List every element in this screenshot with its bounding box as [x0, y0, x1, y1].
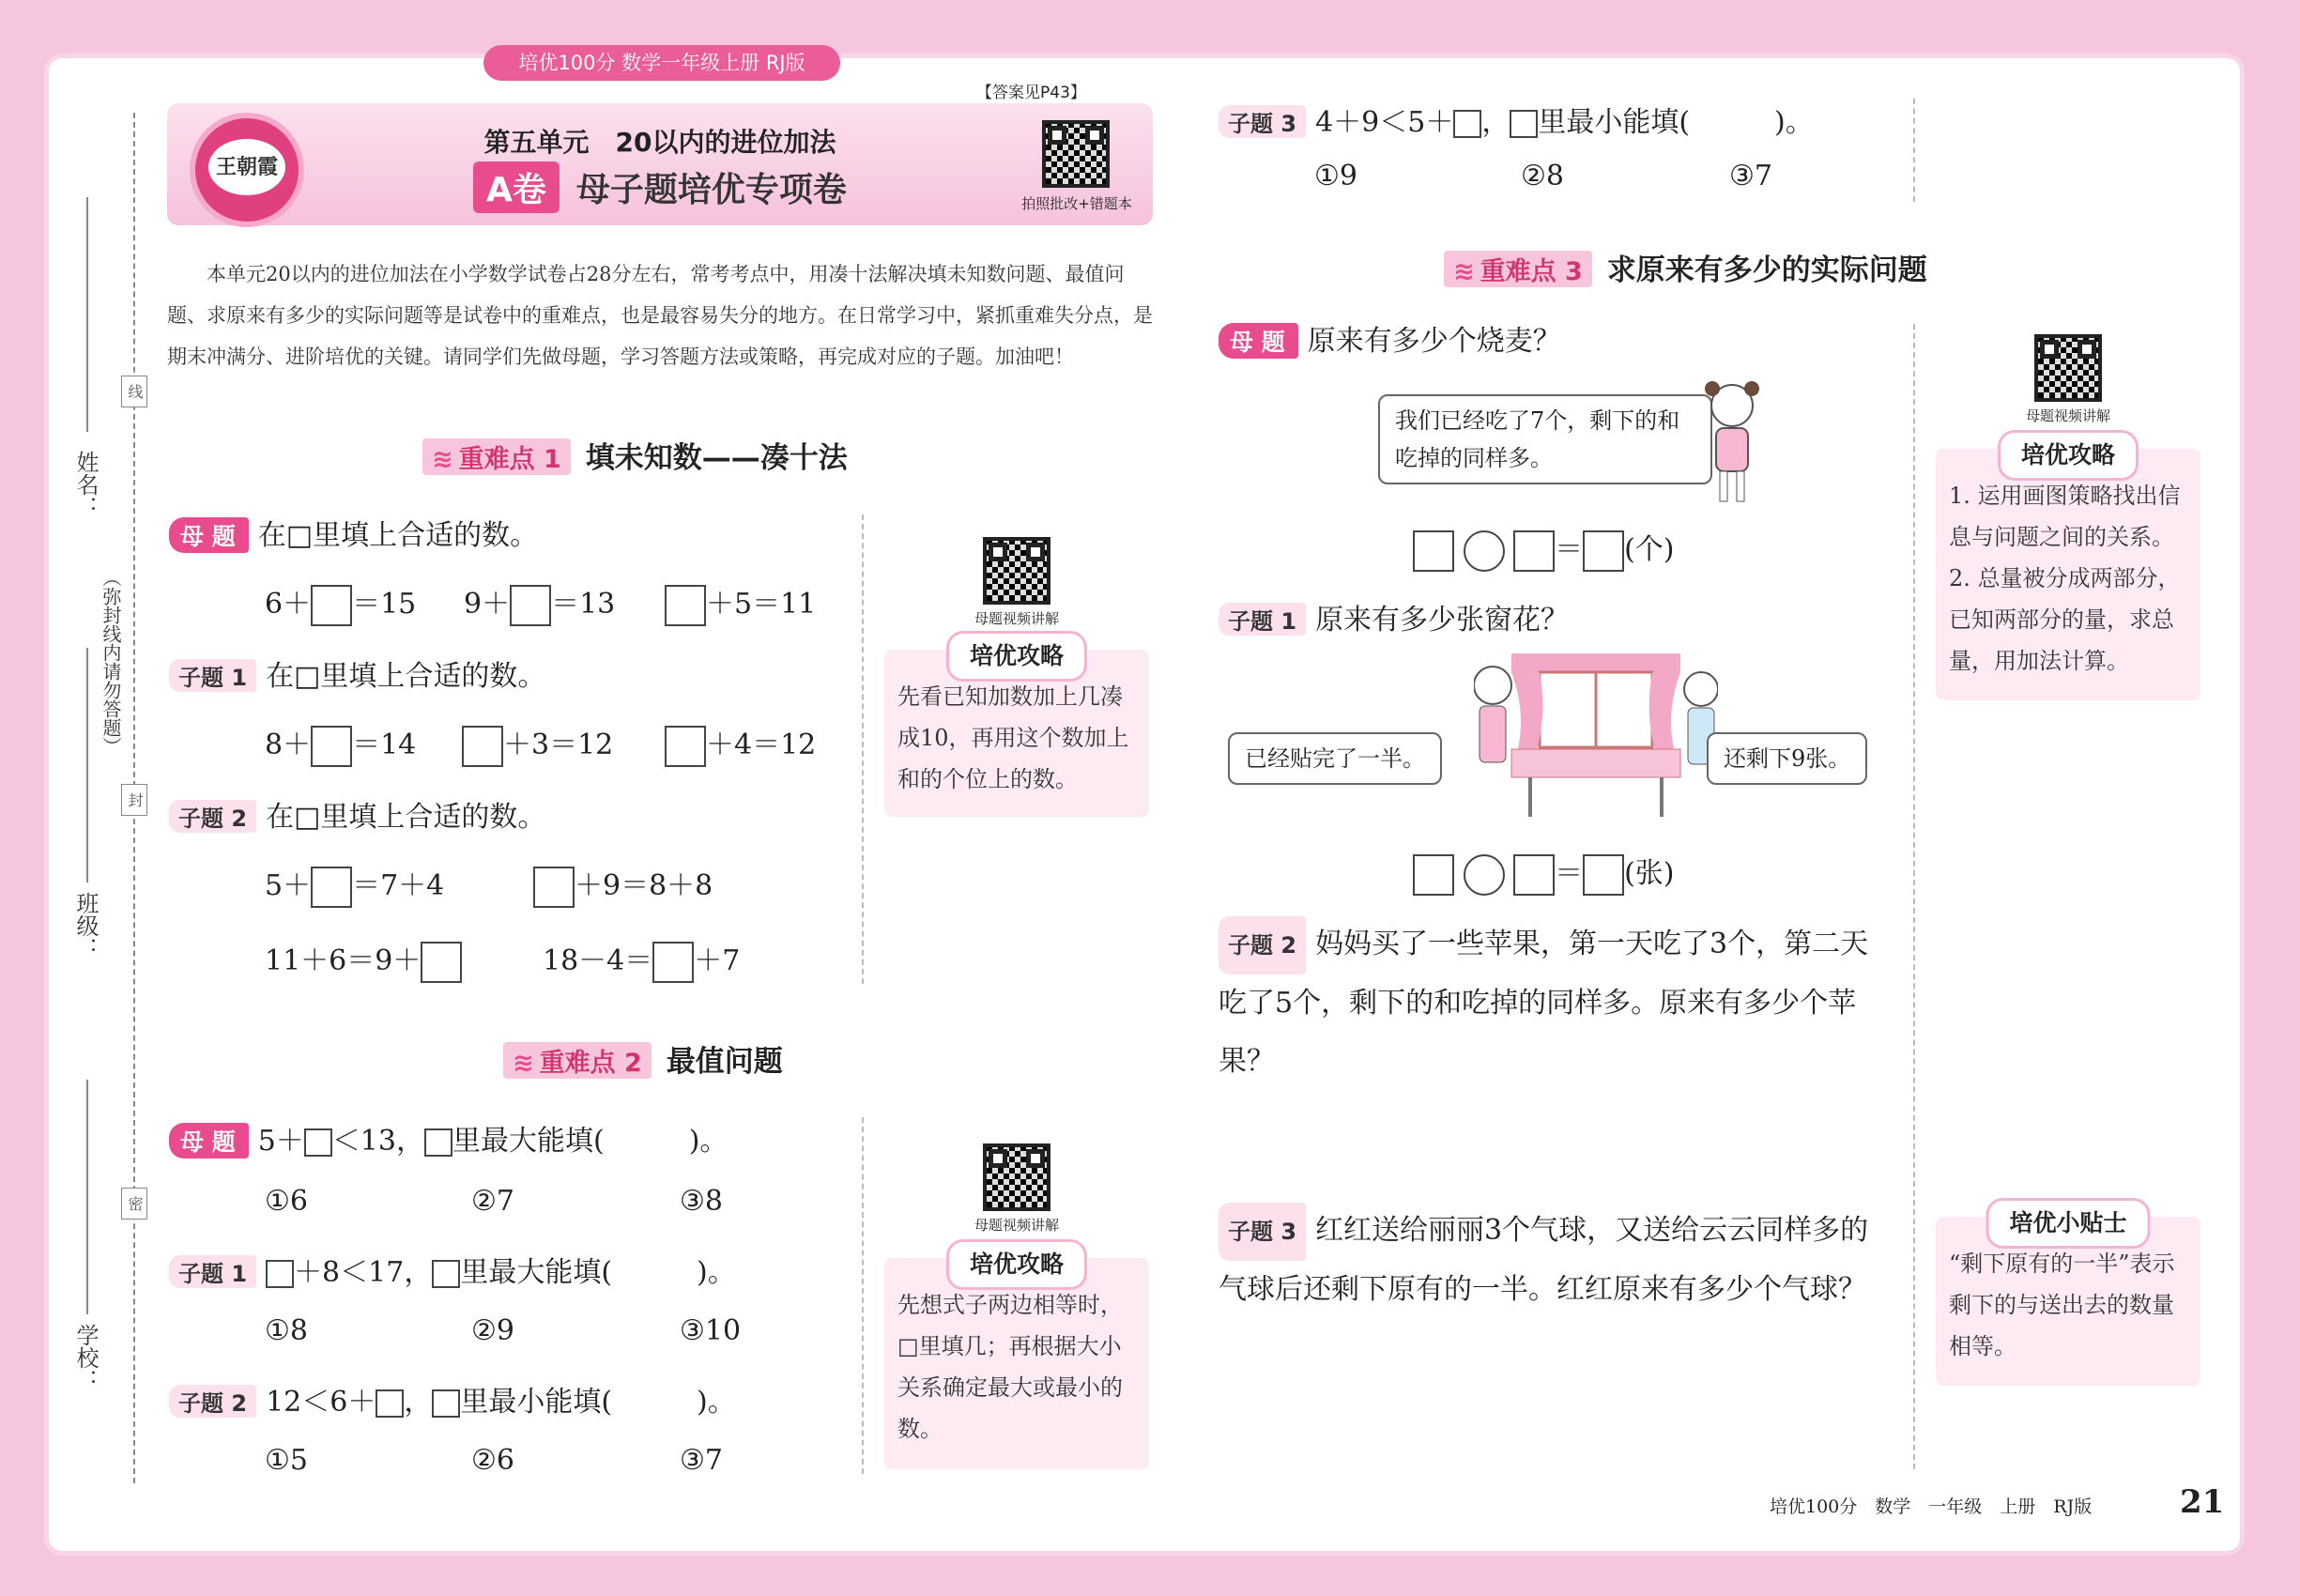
s3-mother-text: 原来有多少个烧麦？ — [1307, 325, 1561, 358]
answer-box[interactable] — [266, 1260, 294, 1288]
s2-mother-opt-3[interactable]: ③8 — [680, 1185, 723, 1218]
title-banner — [167, 103, 1153, 225]
eq-text: ＋5＝11 — [706, 588, 817, 621]
answer-box[interactable] — [311, 867, 352, 908]
unit-text: (个) — [1624, 533, 1675, 566]
unit-title: 第五单元 20以内的进位加法 — [483, 127, 836, 158]
window-scene-illustration — [1474, 648, 1718, 826]
section-1-title: 填未知数——凑十法 — [585, 441, 848, 475]
answer-box[interactable] — [1513, 530, 1555, 572]
speech-bubble: 还剩下9张。 — [1707, 732, 1867, 785]
page-number: 21 — [2180, 1483, 2225, 1521]
seal-warning: （弥封线内请勿答题） — [100, 568, 122, 756]
seal-mark-secret: 密 — [121, 1188, 147, 1220]
s1-sub2-eq-d — [543, 937, 740, 983]
s1-sub1-eq-a — [265, 721, 416, 767]
eq-text: 5＋ — [265, 869, 312, 902]
sub-label: 子题 1 — [169, 659, 256, 692]
answer-box[interactable] — [652, 942, 694, 983]
sub-label: 子题 3 — [1219, 1203, 1306, 1261]
s1-sub1-text: 在□里填上合适的数。 — [266, 660, 546, 693]
mother-label: 母 题 — [1219, 323, 1298, 359]
eq-text: 11＋6＝9＋ — [265, 944, 422, 977]
header-series: 培优100分 数学一年级上册 RJ版 — [483, 45, 840, 81]
wave-icon: ≋ — [513, 1049, 534, 1078]
s1-sub1-eq-c — [665, 721, 816, 767]
eq-text: 9＋ — [464, 588, 511, 621]
section-1-heading — [422, 434, 848, 476]
tip-title: 培优攻略 — [946, 631, 1087, 682]
name-line[interactable] — [86, 197, 88, 432]
eq-text: 里最小能填( )。 — [1538, 106, 1814, 139]
operator-circle[interactable] — [1464, 530, 1505, 572]
eq-text: ＜13， — [331, 1125, 424, 1158]
s2-sub2-opt-2[interactable]: ②6 — [471, 1444, 514, 1477]
sub-label: 子题 2 — [169, 1385, 256, 1418]
s1-mother-question — [169, 512, 538, 553]
section-3-heading — [1444, 246, 1927, 288]
qr-video-caption: 母题视频讲解 — [974, 1217, 1059, 1234]
section-2-tag-text: 重难点 2 — [539, 1049, 642, 1078]
s2-sub3-opt-3[interactable]: ③7 — [1729, 160, 1772, 192]
qr-code[interactable] — [983, 1143, 1050, 1211]
tip-item: 2. 总量被分成两部分，已知两部分的量，求总量，用加法计算。 — [1949, 565, 2181, 674]
column-divider — [1913, 324, 1915, 1469]
eq-text: ＋4＝12 — [706, 729, 817, 761]
answer-box[interactable] — [1453, 110, 1481, 138]
tip-title: 培优攻略 — [946, 1239, 1087, 1290]
answer-reference: 【答案见P43】 — [976, 84, 1086, 102]
s3-sub2-question — [1219, 915, 1894, 1091]
s2-mother-opt-2[interactable]: ②7 — [471, 1185, 514, 1218]
answer-box[interactable] — [304, 1128, 332, 1157]
paper-title-text: 母子题培优专项卷 — [575, 171, 847, 209]
qr-code[interactable] — [983, 537, 1050, 605]
s1-strategy-tip — [884, 642, 1149, 817]
name-label: 姓名： — [72, 451, 99, 518]
qr-caption: 拍照批改+错题本 — [1021, 195, 1132, 212]
answer-box[interactable] — [1583, 530, 1624, 572]
eq-text: ＝13 — [551, 588, 616, 621]
qr-code[interactable] — [1042, 120, 1110, 188]
wave-icon: ≋ — [432, 445, 453, 474]
mother-label: 母 题 — [169, 517, 249, 553]
column-divider — [1913, 99, 1915, 202]
s1-mother-eq-b — [464, 580, 615, 626]
logo-text: 王朝霞 — [208, 139, 285, 195]
tip-item: 1. 运用画图策略找出信息与问题之间的关系。 — [1949, 483, 2181, 550]
wave-icon: ≋ — [1453, 257, 1475, 286]
answer-box[interactable] — [1413, 854, 1454, 896]
footer-text: 培优100分 数学 一年级 上册 RJ版 — [1770, 1496, 2093, 1517]
sub-label: 子题 3 — [1219, 105, 1306, 138]
sub-label: 子题 2 — [169, 800, 256, 833]
blank-box — [1510, 110, 1538, 138]
s1-mother-eq-c — [665, 580, 816, 626]
s3-sub3-question — [1219, 1202, 1894, 1319]
eq-text: 4＋9＜5＋ — [1315, 106, 1454, 139]
s2-sub3-opt-1[interactable]: ①9 — [1314, 160, 1357, 192]
eq-text: ＋8＜17， — [294, 1256, 433, 1289]
s2-sub1-question — [169, 1249, 736, 1290]
eq-text: ＋7 — [694, 944, 741, 977]
school-line[interactable] — [86, 1080, 88, 1314]
seal-mark-line: 线 — [121, 376, 147, 407]
answer-box[interactable] — [376, 1389, 404, 1418]
sub-label: 子题 1 — [169, 1255, 256, 1288]
paper-badge: A卷 — [473, 161, 560, 213]
answer-box[interactable] — [1583, 854, 1624, 896]
eq-text: ＝14 — [352, 729, 417, 761]
s2-sub2-question — [169, 1378, 736, 1420]
eq-text: ＝15 — [352, 588, 417, 621]
qr-video-caption: 母题视频讲解 — [974, 610, 1059, 627]
s3-mother-question — [1219, 317, 1561, 359]
eq-text: ＝7＋4 — [352, 869, 445, 902]
column-divider — [862, 1117, 864, 1474]
eq-text: 8＋ — [265, 729, 312, 761]
sub-label: 子题 1 — [1219, 603, 1306, 636]
eq-text: ＝ — [1555, 857, 1584, 890]
seal-mark-seal: 封 — [121, 784, 147, 816]
s2-sub1-opt-2[interactable]: ②9 — [471, 1314, 514, 1347]
section-3-tag — [1444, 251, 1592, 287]
s1-sub2-eq-b — [533, 862, 713, 908]
answer-box[interactable] — [665, 585, 706, 626]
s3-sub1-text: 原来有多少张窗花？ — [1315, 604, 1570, 637]
s2-sub1-opt-3[interactable]: ③10 — [680, 1314, 742, 1347]
s1-sub2-eq-c — [265, 937, 462, 983]
eq-text: 5＋ — [257, 1125, 304, 1158]
eq-text: 6＋ — [265, 588, 312, 621]
answer-box[interactable] — [311, 726, 352, 767]
s1-sub1-eq-b — [462, 721, 613, 767]
answer-box[interactable] — [462, 726, 503, 767]
s3-mother-equation — [1413, 526, 1675, 572]
s2-mother-question — [169, 1117, 728, 1159]
section-3-tag-text: 重难点 3 — [1480, 257, 1583, 286]
blank-box — [424, 1128, 452, 1157]
column-divider — [862, 514, 864, 984]
tip-body — [1936, 449, 2200, 691]
s1-mother-text: 在□里填上合适的数。 — [257, 519, 539, 552]
tip-body: “剩下原有的一半”表示剩下的与送出去的数量相等。 — [1949, 1251, 2175, 1359]
s1-sub2-question — [169, 793, 545, 835]
mother-label: 母 题 — [169, 1123, 249, 1159]
speech-bubble: 已经贴完了一半。 — [1228, 732, 1442, 785]
answer-box[interactable] — [311, 585, 352, 626]
s1-mother-eq-a — [265, 580, 416, 626]
eq-text: ， — [404, 1386, 433, 1419]
s2-sub2-opt-1[interactable]: ①5 — [265, 1444, 308, 1477]
eq-text: ， — [1481, 106, 1510, 139]
s3-strategy-tip — [1936, 441, 2200, 700]
s3-tips-box — [1936, 1209, 2200, 1386]
s2-sub3-question — [1219, 99, 1814, 140]
top-band — [0, 0, 2300, 66]
s2-sub3-opt-2[interactable]: ②8 — [1521, 160, 1564, 192]
tip-body: 先想式子两边相等时，□里填几；再根据大小关系确定最大或最小的数。 — [897, 1292, 1123, 1442]
qr-video-caption: 母题视频讲解 — [2025, 407, 2110, 424]
eq-text: 里最大能填( )。 — [460, 1256, 736, 1289]
speech-bubble: 我们已经吃了7个，剩下的和吃掉的同样多。 — [1378, 394, 1712, 484]
unit-text: (张) — [1624, 857, 1675, 890]
eq-text: 里最小能填( )。 — [460, 1386, 736, 1419]
eq-text: ＋9＝8＋8 — [575, 869, 713, 902]
s3-sub2-text: 妈妈买了一些苹果，第一天吃了3个，第二天吃了5个，剩下的和吃掉的同样多。原来有多少个苹果？ — [1219, 928, 1869, 1078]
tip-title: 培优攻略 — [1998, 430, 2139, 481]
operator-circle[interactable] — [1464, 854, 1505, 896]
section-1-tag-text: 重难点 1 — [458, 445, 561, 474]
answer-box[interactable] — [1513, 854, 1555, 896]
school-label: 学校： — [72, 1324, 99, 1391]
eq-text: ＝ — [1555, 533, 1584, 566]
tip-body: 先看已知加数加上几凑成10，再用这个数加上和的个位上的数。 — [897, 683, 1129, 792]
s2-strategy-tip — [884, 1251, 1149, 1469]
eq-text: 里最大能填( )。 — [452, 1125, 728, 1158]
section-2-title: 最值问题 — [666, 1045, 783, 1079]
eq-text: ＋3＝12 — [503, 729, 614, 761]
sub-label: 子题 2 — [1219, 916, 1306, 974]
s3-sub1-equation — [1413, 850, 1675, 896]
answer-box[interactable] — [533, 867, 575, 908]
s2-sub1-opt-1[interactable]: ①8 — [265, 1314, 308, 1347]
section-2-heading — [503, 1037, 783, 1080]
eq-text: 12＜6＋ — [266, 1386, 376, 1419]
eq-text: 18－4＝ — [543, 944, 653, 977]
tip-title: 培优小贴士 — [1986, 1198, 2150, 1249]
answer-box[interactable] — [510, 585, 551, 626]
qr-code[interactable] — [2034, 334, 2102, 402]
answer-box[interactable] — [421, 942, 462, 983]
answer-box[interactable] — [1413, 530, 1454, 572]
s1-sub2-text: 在□里填上合适的数。 — [266, 801, 546, 834]
section-2-tag — [503, 1042, 652, 1079]
section-3-title: 求原来有多少的实际问题 — [1606, 253, 1927, 287]
answer-box[interactable] — [665, 726, 706, 767]
s3-sub3-text: 红红送给丽丽3个气球，又送给云云同样多的气球后还剩下原有的一半。红红原来有多少个气球？ — [1219, 1214, 1869, 1306]
class-line[interactable] — [86, 648, 88, 882]
s1-sub2-eq-a — [265, 862, 444, 908]
class-label: 班级： — [72, 892, 99, 959]
intro-paragraph: 本单元20以内的进位加法在小学数学试卷占28分左右，常考考点中，用凑十法解决填未知数问题、最值问题、求原来有多少的实际问题等是试卷中的重难点，也是最容易失分的地方。在日常学习中，紧抓重难失分点，是期末冲满分、进阶培优的关键。请同学们先做母题，学习答题方法或策略，再完成对应的子题。加油吧！ — [167, 263, 1153, 368]
s1-sub1-question — [169, 652, 545, 694]
blank-box — [432, 1260, 460, 1288]
section-1-tag — [422, 438, 571, 475]
s2-sub2-opt-3[interactable]: ③7 — [680, 1444, 723, 1477]
girl-illustration — [1699, 376, 1765, 507]
blank-box — [432, 1389, 460, 1418]
s2-mother-opt-1[interactable]: ①6 — [265, 1185, 308, 1218]
s3-sub1-question — [1219, 596, 1569, 637]
